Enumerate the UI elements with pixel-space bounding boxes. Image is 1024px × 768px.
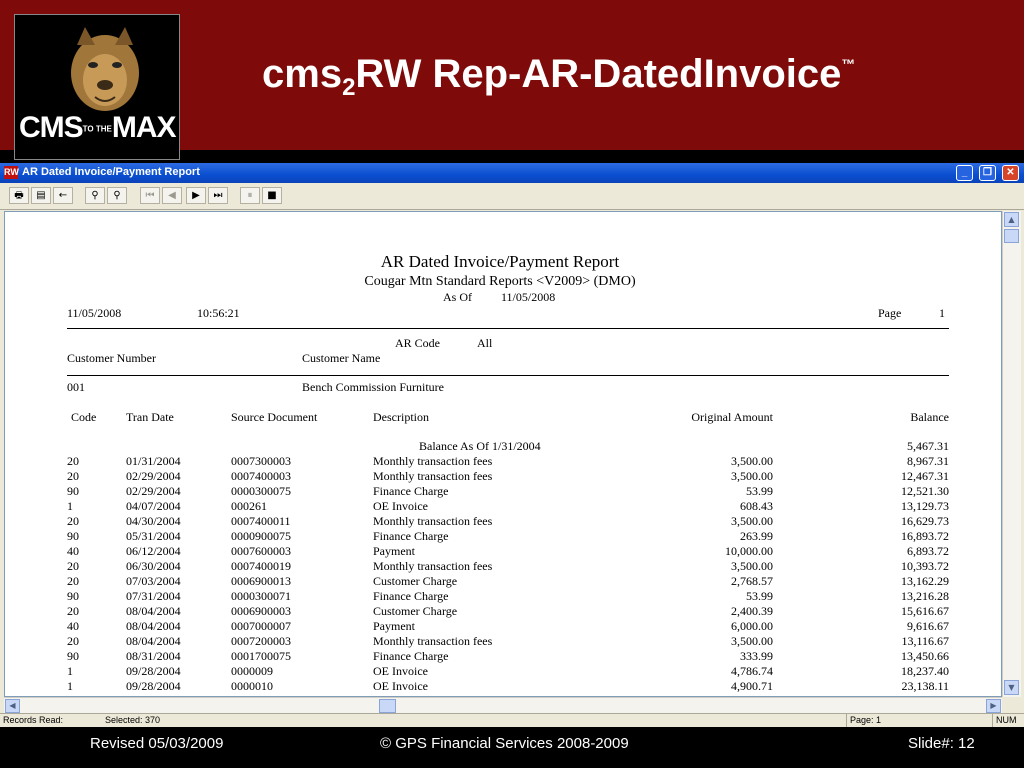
source-document-cell: 0007400011 bbox=[231, 514, 291, 528]
code-cell: 20 bbox=[67, 604, 79, 618]
original-amount-cell: 3,500.00 bbox=[731, 559, 773, 573]
copyright: © GPS Financial Services 2008-2009 bbox=[380, 735, 629, 752]
export-icon: ▤ bbox=[36, 190, 46, 201]
next-page-button[interactable] bbox=[186, 187, 206, 204]
customer-number: 001 bbox=[67, 380, 85, 394]
close-button[interactable]: ✕ bbox=[1002, 165, 1019, 181]
original-amount-cell: 4,900.71 bbox=[731, 679, 773, 693]
balance-cell: 23,138.11 bbox=[901, 679, 949, 693]
tran-date-cell: 09/28/2004 bbox=[126, 664, 181, 678]
last-page-icon: ⏭ bbox=[213, 190, 223, 201]
previous-page-icon: ◀ bbox=[168, 190, 176, 201]
balance-cell: 13,450.66 bbox=[901, 649, 949, 663]
original-amount-cell: 53.99 bbox=[746, 589, 773, 603]
table-row bbox=[5, 634, 995, 649]
description-cell: Finance Charge bbox=[373, 529, 449, 543]
balance-cell: 18,237.40 bbox=[901, 664, 949, 678]
print-date: 11/05/2008 bbox=[67, 306, 122, 320]
column-header-tran-date: Tran Date bbox=[126, 410, 174, 424]
code-cell: 20 bbox=[67, 469, 79, 483]
source-document-cell: 000261 bbox=[231, 499, 267, 513]
tran-date-cell: 01/31/2004 bbox=[126, 454, 181, 468]
code-cell: 40 bbox=[67, 544, 79, 558]
description-cell: OE Invoice bbox=[373, 499, 428, 513]
original-amount-cell: 333.99 bbox=[740, 649, 773, 663]
logo-text: CMSTO THEMAX bbox=[19, 111, 176, 144]
source-document-cell: 0000300075 bbox=[231, 484, 291, 498]
original-amount-cell: 3,500.00 bbox=[731, 634, 773, 648]
cougar-icon bbox=[55, 25, 155, 115]
zoom-out-button[interactable] bbox=[107, 187, 127, 204]
table-row bbox=[5, 529, 995, 544]
table-row bbox=[5, 679, 995, 694]
tran-date-cell: 08/04/2004 bbox=[126, 619, 181, 633]
code-cell: 20 bbox=[67, 559, 79, 573]
page-number: 1 bbox=[939, 306, 945, 320]
description-cell: Payment bbox=[373, 544, 415, 558]
divider bbox=[67, 375, 949, 376]
zoom-out-icon: ⚲ bbox=[113, 190, 121, 201]
first-page-icon: ⏮ bbox=[145, 190, 155, 201]
code-cell: 90 bbox=[67, 484, 79, 498]
previous-page-button[interactable] bbox=[162, 187, 182, 204]
tran-date-cell: 09/28/2004 bbox=[126, 679, 181, 693]
balance-cell: 13,216.28 bbox=[901, 589, 949, 603]
report-title: AR Dated Invoice/Payment Report bbox=[380, 252, 620, 271]
table-row bbox=[5, 499, 995, 514]
original-amount-cell: 2,400.39 bbox=[731, 604, 773, 618]
source-document-cell: 0007200003 bbox=[231, 634, 291, 648]
table-row bbox=[5, 469, 995, 484]
balance-cell: 15,616.67 bbox=[901, 604, 949, 618]
column-header-source-document: Source Document bbox=[231, 410, 318, 424]
print-button[interactable] bbox=[9, 187, 29, 204]
print-time: 10:56:21 bbox=[197, 306, 240, 320]
table-row bbox=[5, 589, 995, 604]
next-page-icon: ▶ bbox=[192, 190, 200, 201]
description-cell: Monthly transaction fees bbox=[373, 634, 493, 648]
tran-date-cell: 08/31/2004 bbox=[126, 649, 181, 663]
revised-date: Revised 05/03/2009 bbox=[90, 735, 224, 752]
window-title: AR Dated Invoice/Payment Report bbox=[22, 166, 200, 178]
tran-date-cell: 04/30/2004 bbox=[126, 514, 181, 528]
description-cell: Finance Charge bbox=[373, 649, 449, 663]
stop-icon: ■ bbox=[267, 190, 277, 201]
toolbar bbox=[0, 183, 1024, 210]
tran-date-cell: 06/12/2004 bbox=[126, 544, 181, 558]
ar-code-label: AR Code bbox=[395, 336, 440, 350]
code-cell: 1 bbox=[67, 679, 73, 693]
vertical-scroll-thumb[interactable] bbox=[1004, 229, 1019, 243]
code-cell: 20 bbox=[67, 514, 79, 528]
code-cell: 20 bbox=[67, 634, 79, 648]
original-amount-cell: 2,768.57 bbox=[731, 574, 773, 588]
original-amount-cell: 3,500.00 bbox=[731, 514, 773, 528]
description-cell: Monthly transaction fees bbox=[373, 469, 493, 483]
slide-title: cms$_2$RW Rep-AR-DatedInvoice™ bbox=[262, 52, 856, 101]
code-cell: 20 bbox=[67, 454, 79, 468]
original-amount-cell: 263.99 bbox=[740, 529, 773, 543]
original-amount-cell: 608.43 bbox=[740, 499, 773, 513]
table-row bbox=[5, 559, 995, 574]
table-row bbox=[5, 619, 995, 634]
scroll-down-icon[interactable]: ▼ bbox=[1004, 680, 1019, 695]
description-cell: Finance Charge bbox=[373, 484, 449, 498]
table-row bbox=[5, 664, 995, 679]
customer-name-header: Customer Name bbox=[302, 351, 381, 365]
customer-number-header: Customer Number bbox=[67, 351, 156, 365]
as-of-date: 11/05/2008 bbox=[501, 290, 556, 304]
source-document-cell: 0006900013 bbox=[231, 574, 291, 588]
column-header-code: Code bbox=[71, 410, 97, 424]
balance-cell: 13,116.67 bbox=[901, 634, 949, 648]
balance-as-of-label: Balance As Of 1/31/2004 bbox=[419, 439, 541, 453]
balance-cell: 9,616.67 bbox=[907, 619, 949, 633]
column-header-description: Description bbox=[373, 410, 429, 424]
tran-date-cell: 08/04/2004 bbox=[126, 634, 181, 648]
table-row bbox=[5, 604, 995, 619]
original-amount-cell: 10,000.00 bbox=[725, 544, 773, 558]
balance-cell: 12,521.30 bbox=[901, 484, 949, 498]
source-document-cell: 0007400019 bbox=[231, 559, 291, 573]
column-header-original-amount: Original Amount bbox=[691, 410, 773, 424]
original-amount-cell: 53.99 bbox=[746, 484, 773, 498]
description-cell: Monthly transaction fees bbox=[373, 454, 493, 468]
original-amount-cell: 3,500.00 bbox=[731, 469, 773, 483]
source-document-cell: 0000010 bbox=[231, 679, 273, 693]
table-row bbox=[5, 454, 995, 469]
window-titlebar[interactable] bbox=[0, 163, 1024, 183]
code-cell: 1 bbox=[67, 664, 73, 678]
tran-date-cell: 05/31/2004 bbox=[126, 529, 181, 543]
table-row bbox=[5, 574, 995, 589]
printer-icon: 🖶 bbox=[14, 190, 24, 201]
column-header-balance: Balance bbox=[910, 410, 949, 424]
tran-date-cell: 04/07/2004 bbox=[126, 499, 181, 513]
page-status: Page: 1 bbox=[846, 714, 964, 727]
divider bbox=[67, 328, 949, 329]
source-document-cell: 0000300071 bbox=[231, 589, 291, 603]
ar-code-value: All bbox=[477, 336, 493, 350]
balance-cell: 13,129.73 bbox=[901, 499, 949, 513]
stop-button[interactable] bbox=[262, 187, 282, 204]
tran-date-cell: 06/30/2004 bbox=[126, 559, 181, 573]
source-document-cell: 0000900075 bbox=[231, 529, 291, 543]
balance-cell: 16,893.72 bbox=[901, 529, 949, 543]
source-document-cell: 0007400003 bbox=[231, 469, 291, 483]
description-cell: Customer Charge bbox=[373, 574, 458, 588]
last-page-button[interactable] bbox=[208, 187, 228, 204]
description-cell: OE Invoice bbox=[373, 679, 428, 693]
code-cell: 90 bbox=[67, 589, 79, 603]
balance-cell: 13,162.29 bbox=[901, 574, 949, 588]
original-amount-cell: 6,000.00 bbox=[731, 619, 773, 633]
balance-cell: 12,467.31 bbox=[901, 469, 949, 483]
num-lock-status: NUM bbox=[992, 714, 1024, 727]
horizontal-scroll-thumb[interactable] bbox=[379, 699, 396, 713]
tran-date-cell: 07/31/2004 bbox=[126, 589, 181, 603]
code-cell: 90 bbox=[67, 649, 79, 663]
page-label: Page bbox=[878, 306, 902, 320]
back-arrow-icon: ← bbox=[58, 190, 68, 201]
source-document-cell: 0001700075 bbox=[231, 649, 291, 663]
report-preview[interactable] bbox=[4, 211, 1002, 697]
description-cell: OE Invoice bbox=[373, 664, 428, 678]
tran-date-cell: 07/03/2004 bbox=[126, 574, 181, 588]
scroll-left-icon[interactable]: ◀ bbox=[5, 699, 20, 713]
minimize-button[interactable]: _ bbox=[956, 165, 973, 181]
original-amount-cell: 3,500.00 bbox=[731, 454, 773, 468]
horizontal-scrollbar[interactable] bbox=[4, 697, 1002, 714]
report-subtitle: Cougar Mtn Standard Reports <V2009> (DMO) bbox=[364, 274, 636, 289]
code-cell: 1 bbox=[67, 499, 73, 513]
zoom-in-button[interactable] bbox=[85, 187, 105, 204]
pause-button[interactable] bbox=[240, 187, 260, 204]
description-cell: Monthly transaction fees bbox=[373, 559, 493, 573]
balance-cell: 6,893.72 bbox=[907, 544, 949, 558]
description-cell: Payment bbox=[373, 619, 415, 633]
code-cell: 40 bbox=[67, 619, 79, 633]
table-row bbox=[5, 514, 995, 529]
description-cell: Finance Charge bbox=[373, 589, 449, 603]
vertical-scrollbar[interactable] bbox=[1002, 211, 1021, 697]
pause-icon: ⏸ bbox=[247, 190, 253, 201]
back-button[interactable] bbox=[53, 187, 73, 204]
tran-date-cell: 02/29/2004 bbox=[126, 484, 181, 498]
balance-cell: 8,967.31 bbox=[907, 454, 949, 468]
report-window bbox=[0, 163, 1024, 727]
customer-name: Bench Commission Furniture bbox=[302, 380, 444, 394]
code-cell: 20 bbox=[67, 574, 79, 588]
first-page-button[interactable] bbox=[140, 187, 160, 204]
tran-date-cell: 08/04/2004 bbox=[126, 604, 181, 618]
balance-cell: 10,393.72 bbox=[901, 559, 949, 573]
table-row bbox=[5, 649, 995, 664]
code-cell: 90 bbox=[67, 529, 79, 543]
source-document-cell: 0007600003 bbox=[231, 544, 291, 558]
app-icon[interactable]: RW bbox=[4, 167, 19, 177]
slide-footer bbox=[0, 727, 1024, 768]
source-document-cell: 0007000007 bbox=[231, 619, 291, 633]
balance-cell: 16,629.73 bbox=[901, 514, 949, 528]
original-amount-cell: 4,786.74 bbox=[731, 664, 773, 678]
tran-date-cell: 02/29/2004 bbox=[126, 469, 181, 483]
selected-status: Selected: 370 bbox=[105, 715, 161, 725]
table-row bbox=[5, 544, 995, 559]
source-document-cell: 0000009 bbox=[231, 664, 273, 678]
cms-to-the-max-logo bbox=[14, 14, 180, 160]
slide-number: Slide#: 12 bbox=[908, 735, 975, 752]
source-document-cell: 0006900003 bbox=[231, 604, 291, 618]
status-bar bbox=[0, 713, 1024, 728]
records-read-status: Records Read: bbox=[3, 715, 64, 725]
zoom-in-icon: ⚲ bbox=[91, 190, 99, 201]
table-row bbox=[5, 484, 995, 499]
export-button[interactable] bbox=[31, 187, 51, 204]
scroll-right-icon[interactable]: ▶ bbox=[986, 699, 1001, 713]
balance-as-of-value: 5,467.31 bbox=[907, 439, 949, 453]
as-of-label: As Of bbox=[443, 290, 472, 304]
description-cell: Customer Charge bbox=[373, 604, 458, 618]
source-document-cell: 0007300003 bbox=[231, 454, 291, 468]
description-cell: Monthly transaction fees bbox=[373, 514, 493, 528]
restore-button[interactable]: ❐ bbox=[979, 165, 996, 181]
scroll-up-icon[interactable]: ▲ bbox=[1004, 212, 1019, 227]
